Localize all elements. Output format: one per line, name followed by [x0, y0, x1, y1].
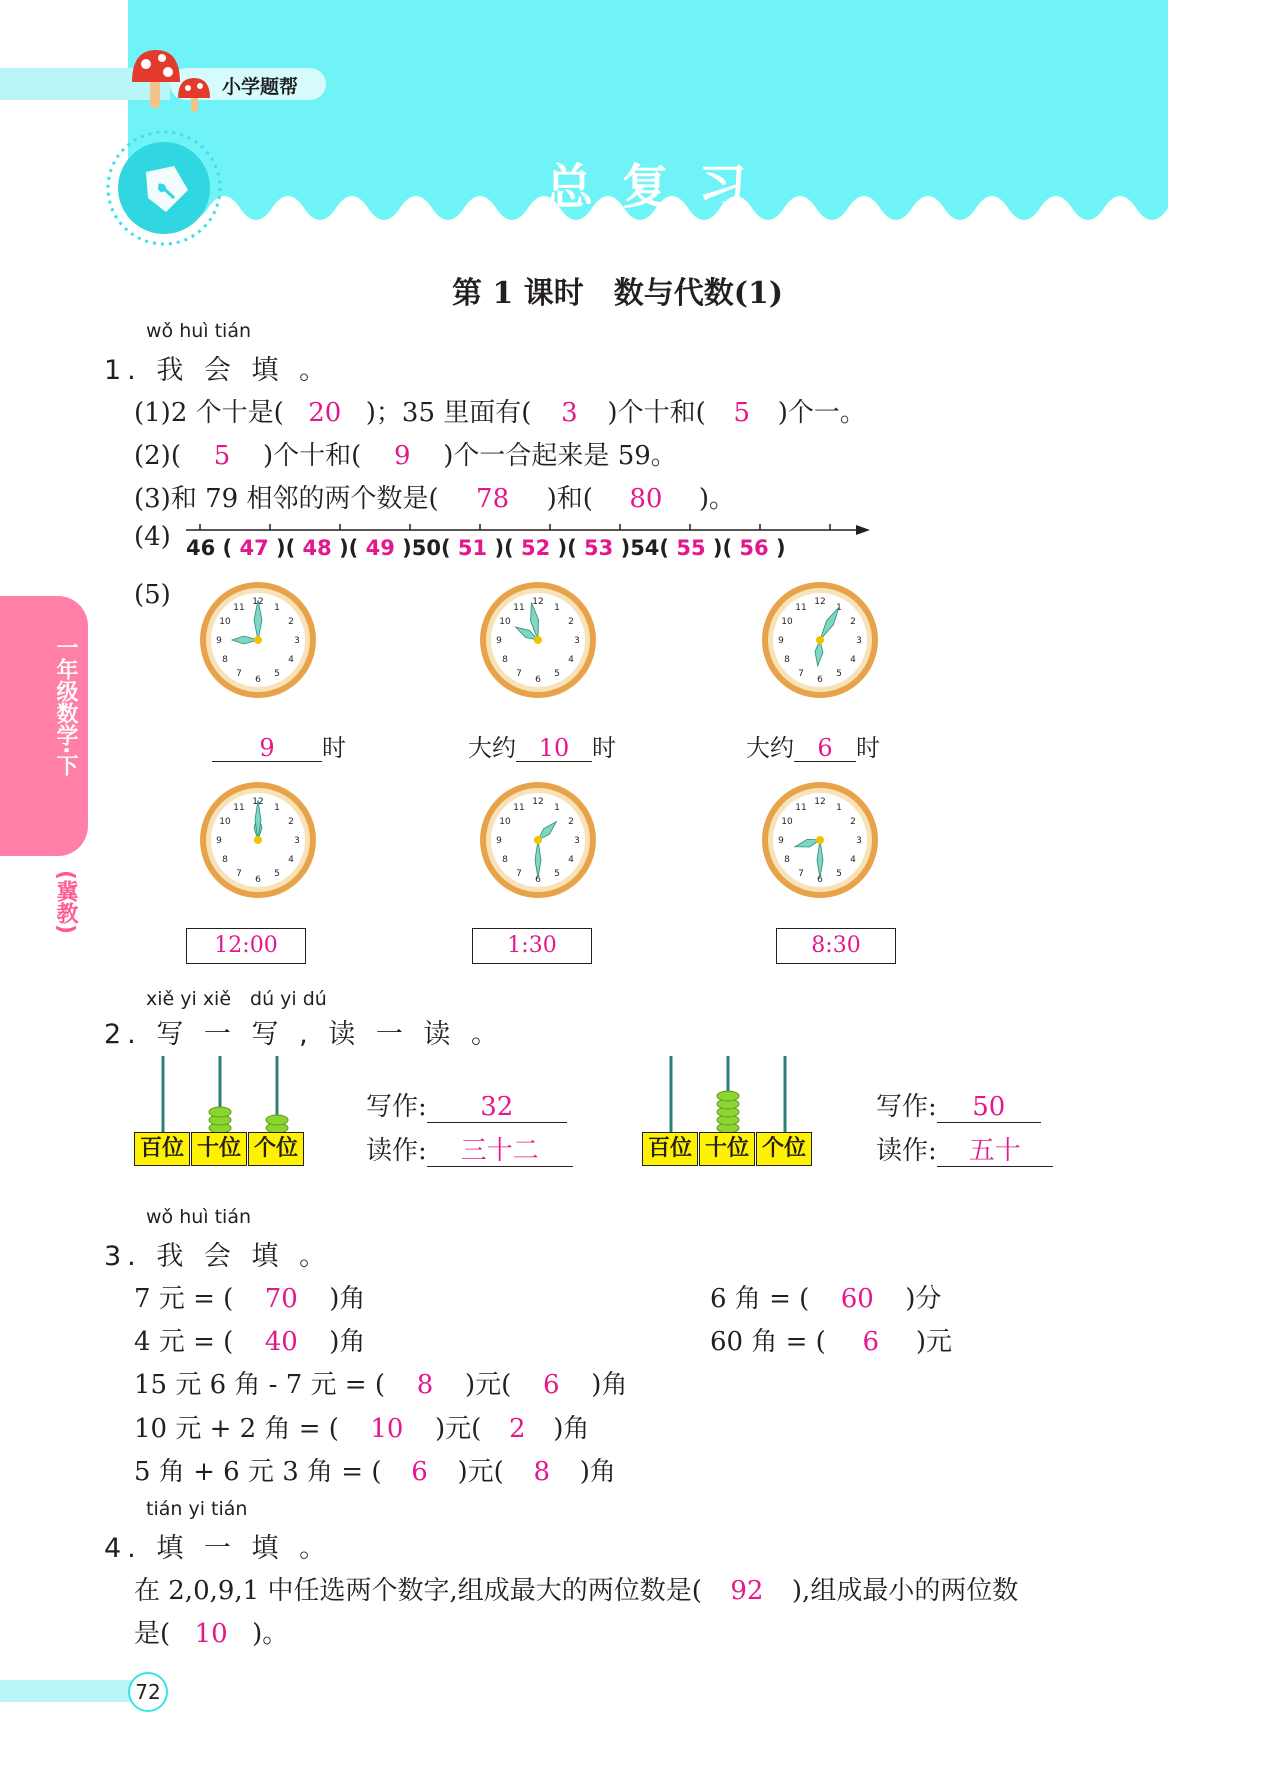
abacus2-read: 读作: 五十	[876, 1130, 1053, 1167]
q4-line1: 在 2,0,9,1 中任选两个数字,组成最大的两位数是( 92 ),组成最小的两位数	[134, 1576, 1019, 1606]
place-label-hundreds: 百位	[642, 1132, 698, 1166]
q3-pinyin: wǒ huì tián	[146, 1206, 252, 1228]
q3-right1: 6 角 = ( 60 )分	[710, 1284, 942, 1314]
clock-answer-3: 大约 6 时	[746, 734, 880, 762]
q3-line2: 4 元 = ( 40 )角	[134, 1327, 366, 1357]
lesson-title: 第 1 课时 数与代数(1)	[452, 276, 784, 311]
place-label-hundreds: 百位	[134, 1132, 190, 1166]
place-label-tens: 十位	[191, 1132, 247, 1166]
q1-part5-label: (5)	[134, 580, 171, 610]
clock-time-box: 12:00	[186, 928, 306, 964]
place-label-tens: 十位	[699, 1132, 755, 1166]
clock-face	[196, 778, 320, 902]
q1-part2: (2)( 5 )个十和( 9 )个一合起来是 59。	[134, 441, 677, 471]
q3-line5: 5 角 + 6 元 3 角 = ( 6 )元( 8 )角	[134, 1457, 616, 1487]
q1-part3: (3)和 79 相邻的两个数是( 78 )和( 80 )。	[134, 484, 736, 514]
brand-name: 小学题帮	[222, 76, 299, 98]
mushroom-logo-icon	[128, 44, 218, 114]
q2-pinyin: xiě yi xiě dú yi dú	[146, 988, 327, 1010]
place-label-ones: 个位	[756, 1132, 812, 1166]
clock-face	[476, 778, 600, 902]
banner-title: 总 复 习	[545, 159, 753, 215]
q3-line4: 10 元 + 2 角 = ( 10 )元( 2 )角	[134, 1414, 590, 1444]
q4-heading: 4. 填 一 填 。	[104, 1533, 333, 1564]
q1-part1: (1)2 个十是( 20 )；35 里面有( 3 )个十和( 5 )个一。	[134, 398, 866, 428]
clock-face	[758, 778, 882, 902]
q1-part4-label: (4)	[134, 522, 171, 552]
abacus2-written: 写作: 50	[876, 1086, 1041, 1123]
clock-face	[476, 578, 600, 702]
clock-time-box: 8:30	[776, 928, 896, 964]
q4-pinyin: tián yi tián	[146, 1498, 248, 1520]
clock-answer-1: 9 时	[212, 728, 346, 763]
q1-heading: 1. 我 会 填 。	[104, 355, 333, 386]
clock-face	[196, 578, 320, 702]
q3-heading: 3. 我 会 填 。	[104, 1241, 333, 1272]
side-tab-grade: 一年级数学·下	[53, 636, 78, 777]
abacus	[642, 1054, 814, 1164]
number-line: 46 ( 47 )( 48 )( 49 )50( 51 )( 52 )( 53 )54( 55 )( 56 )	[186, 520, 876, 564]
q1-pinyin: wǒ huì tián	[146, 320, 252, 342]
q4-line2: 是( 10 )。	[134, 1619, 289, 1649]
place-label-ones: 个位	[248, 1132, 304, 1166]
page-number: 72	[128, 1672, 168, 1712]
abacus	[134, 1054, 306, 1164]
q2-heading: 2. 写 一 写 , 读 一 读 。	[104, 1019, 505, 1050]
clock-time-box: 1:30	[472, 928, 592, 964]
abacus1-read: 读作: 三十二	[366, 1130, 573, 1167]
q3-line3: 15 元 6 角 - 7 元 = ( 8 )元( 6 )角	[134, 1370, 628, 1400]
q3-line1: 7 元 = ( 70 )角	[134, 1284, 366, 1314]
q3-right2: 60 角 = ( 6 )元	[710, 1327, 952, 1357]
clock-face	[758, 578, 882, 702]
side-tab-edition: (冀教)	[53, 870, 78, 935]
clock-answer-2: 大约 10 时	[468, 734, 616, 762]
pen-nib-icon	[104, 128, 224, 248]
abacus1-written: 写作: 32	[366, 1086, 567, 1123]
